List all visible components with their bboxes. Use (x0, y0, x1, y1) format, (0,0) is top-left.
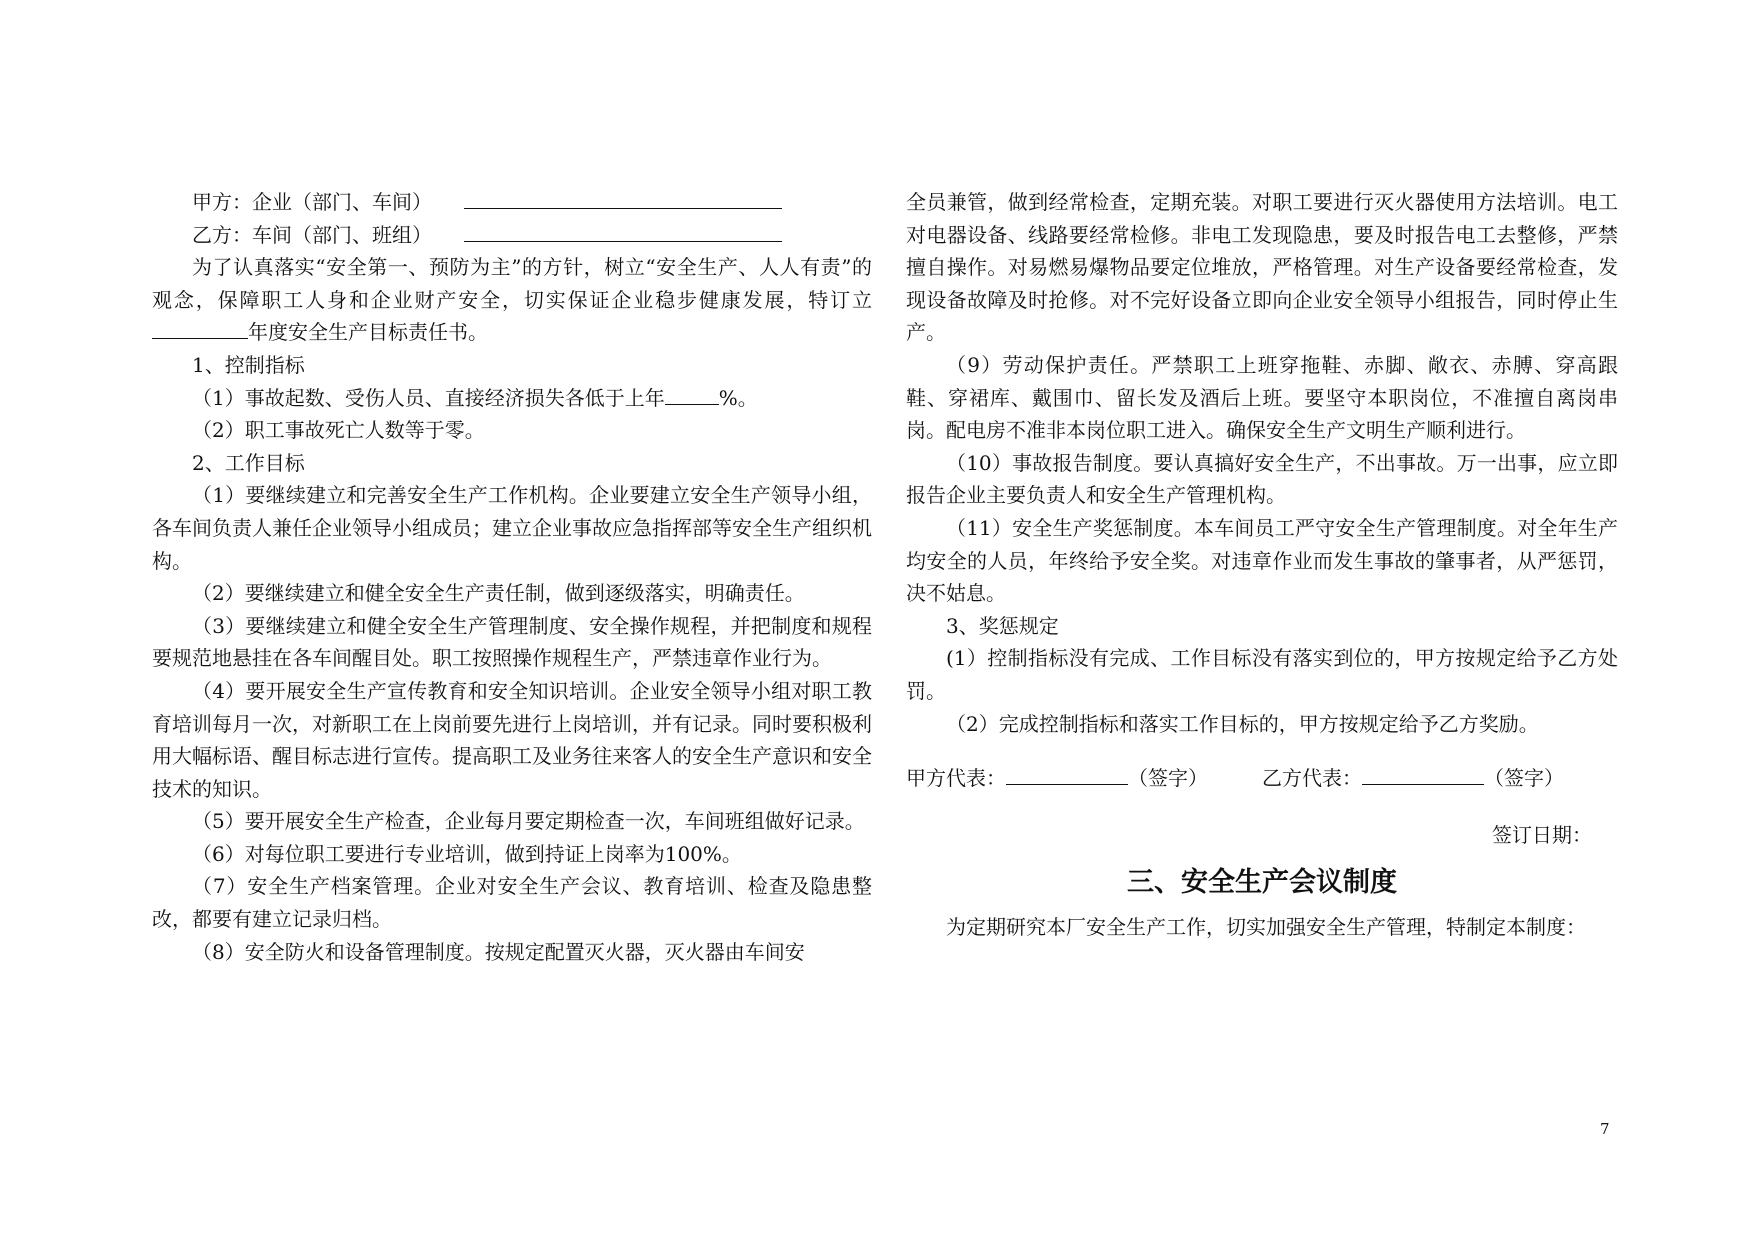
meeting-system-intro: 为定期研究本厂安全生产工作，切实加强安全生产管理，特制定本制度： (946, 915, 1586, 940)
section-3-title: 3、奖惩规定 (946, 613, 1059, 638)
party-a-blank (464, 186, 782, 209)
section-2-title: 2、工作目标 (192, 450, 305, 475)
right-column (906, 186, 1618, 944)
party-b-signature-blank (1362, 762, 1484, 785)
party-a-sign-note: （签字） (1128, 766, 1208, 791)
party-a-line (152, 186, 872, 219)
left-column (152, 186, 872, 968)
item-2-11: （11）安全生产奖惩制度。本车间员工严守安全生产管理制度。对全年生产均安全的人员，年终给予安全奖。对违章作业而发生事故的肇事者，从严惩罚，决不姑息。 (906, 515, 1618, 606)
item-2-9: （9）劳动保护责任。严禁职工上班穿拖鞋、赤脚、敞衣、赤膊、穿高跟鞋、穿裙库、戴围巾、留长发及酒后上班。要坚守本职岗位，不准擅自离岗串岗。配电房不准非本岗位职工进入。确保安全生产文明生产顺利进行。 (906, 352, 1618, 443)
item-2-7: （7）安全生产档案管理。企业对安全生产会议、教育培训、检查及隐患整改，都要有建立记录归档。 (152, 874, 872, 932)
percent-blank (665, 382, 719, 405)
party-a-rep-label: 甲方代表： (906, 766, 1006, 791)
section-heading: 三、安全生产会议制度 (1127, 867, 1397, 899)
item-2-1: （1）要继续建立和完善安全生产工作机构。企业要建立安全生产领导小组，各车间负责人兼任企业领导小组成员；建立企业事故应急指挥部等安全生产组织机构。 (152, 483, 872, 573)
item-2-4: （4）要开展安全生产宣传教育和安全知识培训。企业安全领导小组对职工教育培训每月一次，对新职工在上岗前要先进行上岗培训，并有记录。同时要积极利用大幅标语、醒目标志进行宣传。提高职工及业务往来客人的安全生产意识和安全技术的知识。 (152, 678, 872, 801)
item-2-2: （2）要继续建立和健全安全生产责任制，做到逐级落实，明确责任。 (192, 581, 805, 606)
party-a-label: 甲方：企业（部门、车间） (192, 190, 432, 214)
party-b-blank (464, 219, 782, 242)
intro-text-end: 年度安全生产目标责任书。 (248, 320, 488, 345)
item-3-2: （2）完成控制指标和落实工作目标的，甲方按规定给予乙方奖励。 (946, 711, 1539, 736)
party-b-line (152, 219, 872, 252)
page-number: 7 (1600, 1120, 1610, 1138)
item-2-8-continued: 全员兼管，做到经常检查，定期充装。对职工要进行灭火器使用方法培训。电工对电器设备、线路要经常检修。非电工发现隐患，要及时报告电工去整修，严禁擅自操作。对易燃易爆物品要定位堆放，严格管理。对生产设备要经常检查，发现设备故障及时抢修。对不完好设备立即向企业安全领导小组报告，同时停止生产。 (906, 190, 1618, 345)
item-2-8: （8）安全防火和设备管理制度。按规定配置灭火器，灭火器由车间安 (192, 939, 805, 964)
item-2-3: （3）要继续建立和健全安全生产管理制度、安全操作规程，并把制度和规程要规范地悬挂在各车间醒目处。职工按照操作规程生产，严禁违章作业行为。 (152, 613, 872, 671)
year-blank (152, 316, 248, 339)
item-1-1-unit: %。 (718, 385, 758, 410)
party-b-sign-note: （签字） (1484, 766, 1564, 791)
item-2-5: （5）要开展安全生产检查，企业每月要定期检查一次，车间班组做好记录。 (192, 809, 865, 834)
item-1-1 (152, 382, 872, 415)
signature-row (906, 762, 1618, 795)
party-b-rep-label: 乙方代表： (1262, 766, 1362, 791)
section-1-title: 1、控制指标 (192, 352, 305, 377)
item-2-6: （6）对每位职工要进行专业培训，做到持证上岗率为100%。 (192, 841, 742, 866)
item-3-1: (1）控制指标没有完成、工作目标没有落实到位的，甲方按规定给予乙方处罚。 (906, 646, 1618, 703)
sign-date: 签订日期： (1492, 822, 1592, 847)
item-1-1-text: （1）事故起数、受伤人员、直接经济损失各低于上年 (192, 385, 665, 410)
party-b-label: 乙方：车间（部门、班组） (192, 222, 432, 247)
intro-paragraph (152, 251, 872, 349)
intro-text: 为了认真落实“安全第一、预防为主”的方针，树立“安全生产、人人有责”的观念，保障职工人身和企业财产安全，切实保证企业稳步健康发展，特订立 (152, 255, 872, 312)
item-2-10: （10）事故报告制度。要认真搞好安全生产，不出事故。万一出事，应立即报告企业主要负责人和安全生产管理机构。 (906, 450, 1618, 508)
item-1-2: （2）职工事故死亡人数等于零。 (192, 418, 485, 443)
party-a-signature-blank (1006, 762, 1128, 785)
